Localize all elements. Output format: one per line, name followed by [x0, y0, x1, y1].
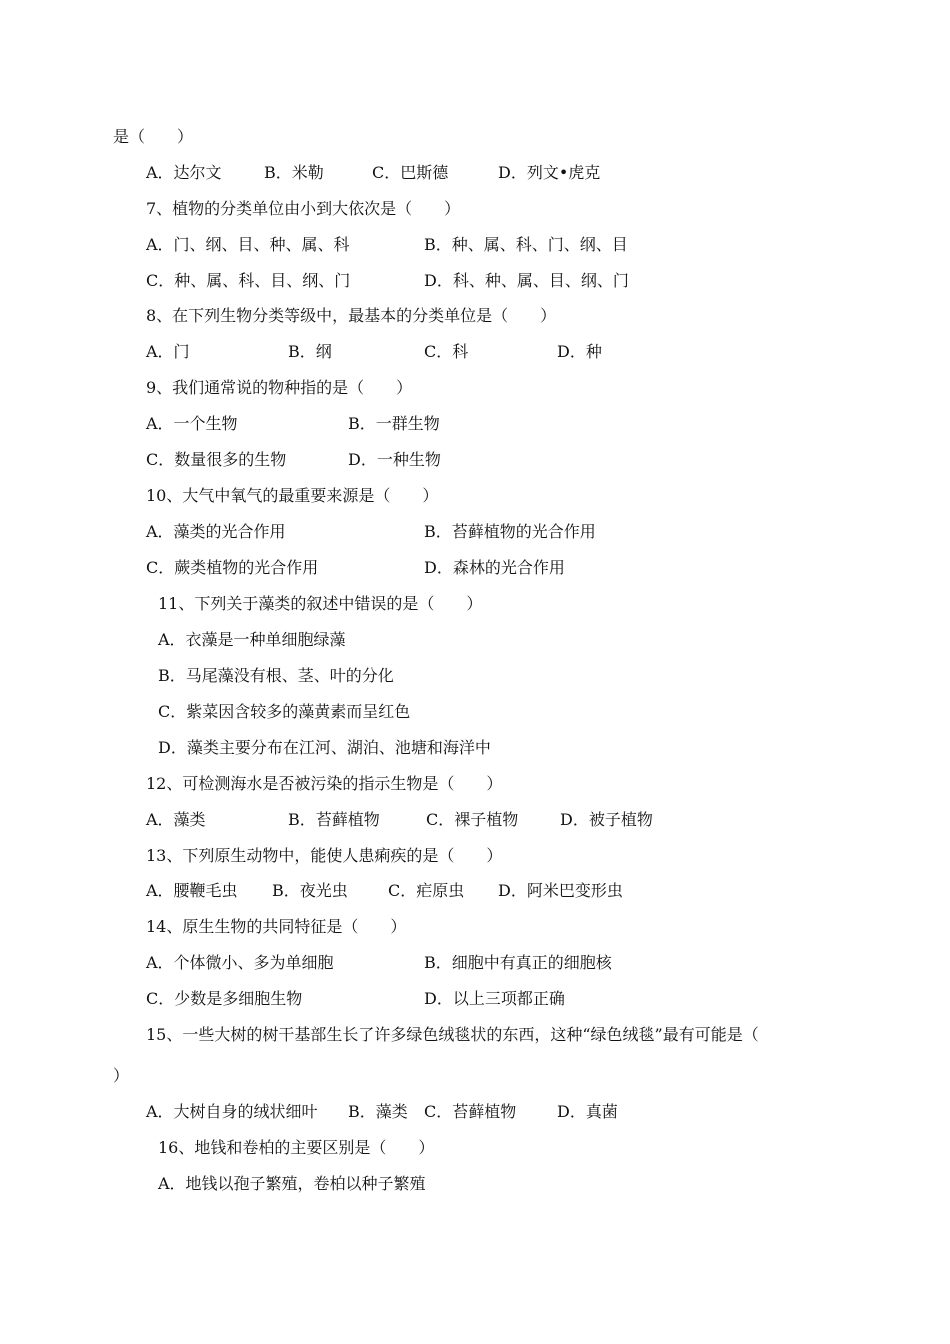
option-a: A．门 [146, 342, 190, 361]
option-b: B．一群生物 [348, 414, 440, 433]
option-c: C．数量很多的生物 [146, 450, 287, 469]
option-d: D．种 [557, 342, 602, 361]
option-b: B．夜光虫 [272, 881, 348, 900]
option-a: A．地钱以孢子繁殖，卷柏以种子繁殖 [158, 1174, 426, 1193]
option-b: B．藻类 [348, 1102, 408, 1121]
option-c: C．疟原虫 [388, 881, 465, 900]
option-d: D．以上三项都正确 [424, 989, 565, 1008]
option-c: C．苔藓植物 [424, 1102, 517, 1121]
option-b: B．纲 [288, 342, 332, 361]
question-16: 16、地钱和卷柏的主要区别是（ ） [158, 1138, 435, 1157]
option-d: D．森林的光合作用 [424, 558, 565, 577]
option-c: C．种、属、科、目、纲、门 [146, 271, 351, 290]
option-b: B．苔藓植物的光合作用 [424, 522, 596, 541]
option-a: A．一个生物 [146, 414, 238, 433]
option-a: A．个体微小、多为单细胞 [146, 953, 334, 972]
option-c: C．少数是多细胞生物 [146, 989, 303, 1008]
option-b: B．种、属、科、门、纲、目 [424, 235, 628, 254]
option-c: C．裸子植物 [426, 810, 519, 829]
question-9: 9、我们通常说的物种指的是（ ） [146, 378, 413, 397]
option-b: B．细胞中有真正的细胞核 [424, 953, 612, 972]
question-13: 13、下列原生动物中，能使人患痢疾的是（ ） [146, 846, 503, 865]
option-d: D．真菌 [557, 1102, 618, 1121]
option-c: C．巴斯德 [372, 163, 449, 182]
question-14: 14、原生生物的共同特征是（ ） [146, 917, 407, 936]
option-c: C．科 [424, 342, 469, 361]
option-c: C．蕨类植物的光合作用 [146, 558, 319, 577]
question-15: 15、一些大树的树干基部生长了许多绿色绒毯状的东西，这种“绿色绒毯”最有可能是（ [146, 1025, 759, 1044]
option-d: D．阿米巴变形虫 [498, 881, 623, 900]
question-10: 10、大气中氧气的最重要来源是（ ） [146, 486, 439, 505]
option-d: D．一种生物 [348, 450, 441, 469]
option-d: D．科、种、属、目、纲、门 [424, 271, 629, 290]
question-7: 7、植物的分类单位由小到大依次是（ ） [146, 199, 461, 218]
option-a: A．藻类的光合作用 [146, 522, 286, 541]
option-a: A．达尔文 [146, 163, 222, 182]
option-b: B．米勒 [264, 163, 324, 182]
question-15-wrap: ） [113, 1066, 130, 1085]
question-continuation: 是（ ） [113, 127, 194, 146]
option-d: D．被子植物 [560, 810, 653, 829]
option-a: A．门、纲、目、种、属、科 [146, 235, 350, 254]
option-a: A．腰鞭毛虫 [146, 881, 238, 900]
option-b: B．马尾藻没有根、茎、叶的分化 [158, 666, 394, 685]
option-b: B．苔藓植物 [288, 810, 380, 829]
option-a: A．大树自身的绒状细叶 [146, 1102, 318, 1121]
option-d: D．列文•虎克 [498, 163, 601, 182]
question-12: 12、可检测海水是否被污染的指示生物是（ ） [146, 774, 503, 793]
question-11: 11、下列关于藻类的叙述中错误的是（ ） [158, 594, 483, 613]
option-d: D．藻类主要分布在江河、湖泊、池塘和海洋中 [158, 738, 491, 757]
option-a: A．衣藻是一种单细胞绿藻 [158, 630, 346, 649]
option-a: A．藻类 [146, 810, 206, 829]
question-8: 8、在下列生物分类等级中，最基本的分类单位是（ ） [146, 306, 557, 325]
option-c: C．紫菜因含较多的藻黄素而呈红色 [158, 702, 411, 721]
